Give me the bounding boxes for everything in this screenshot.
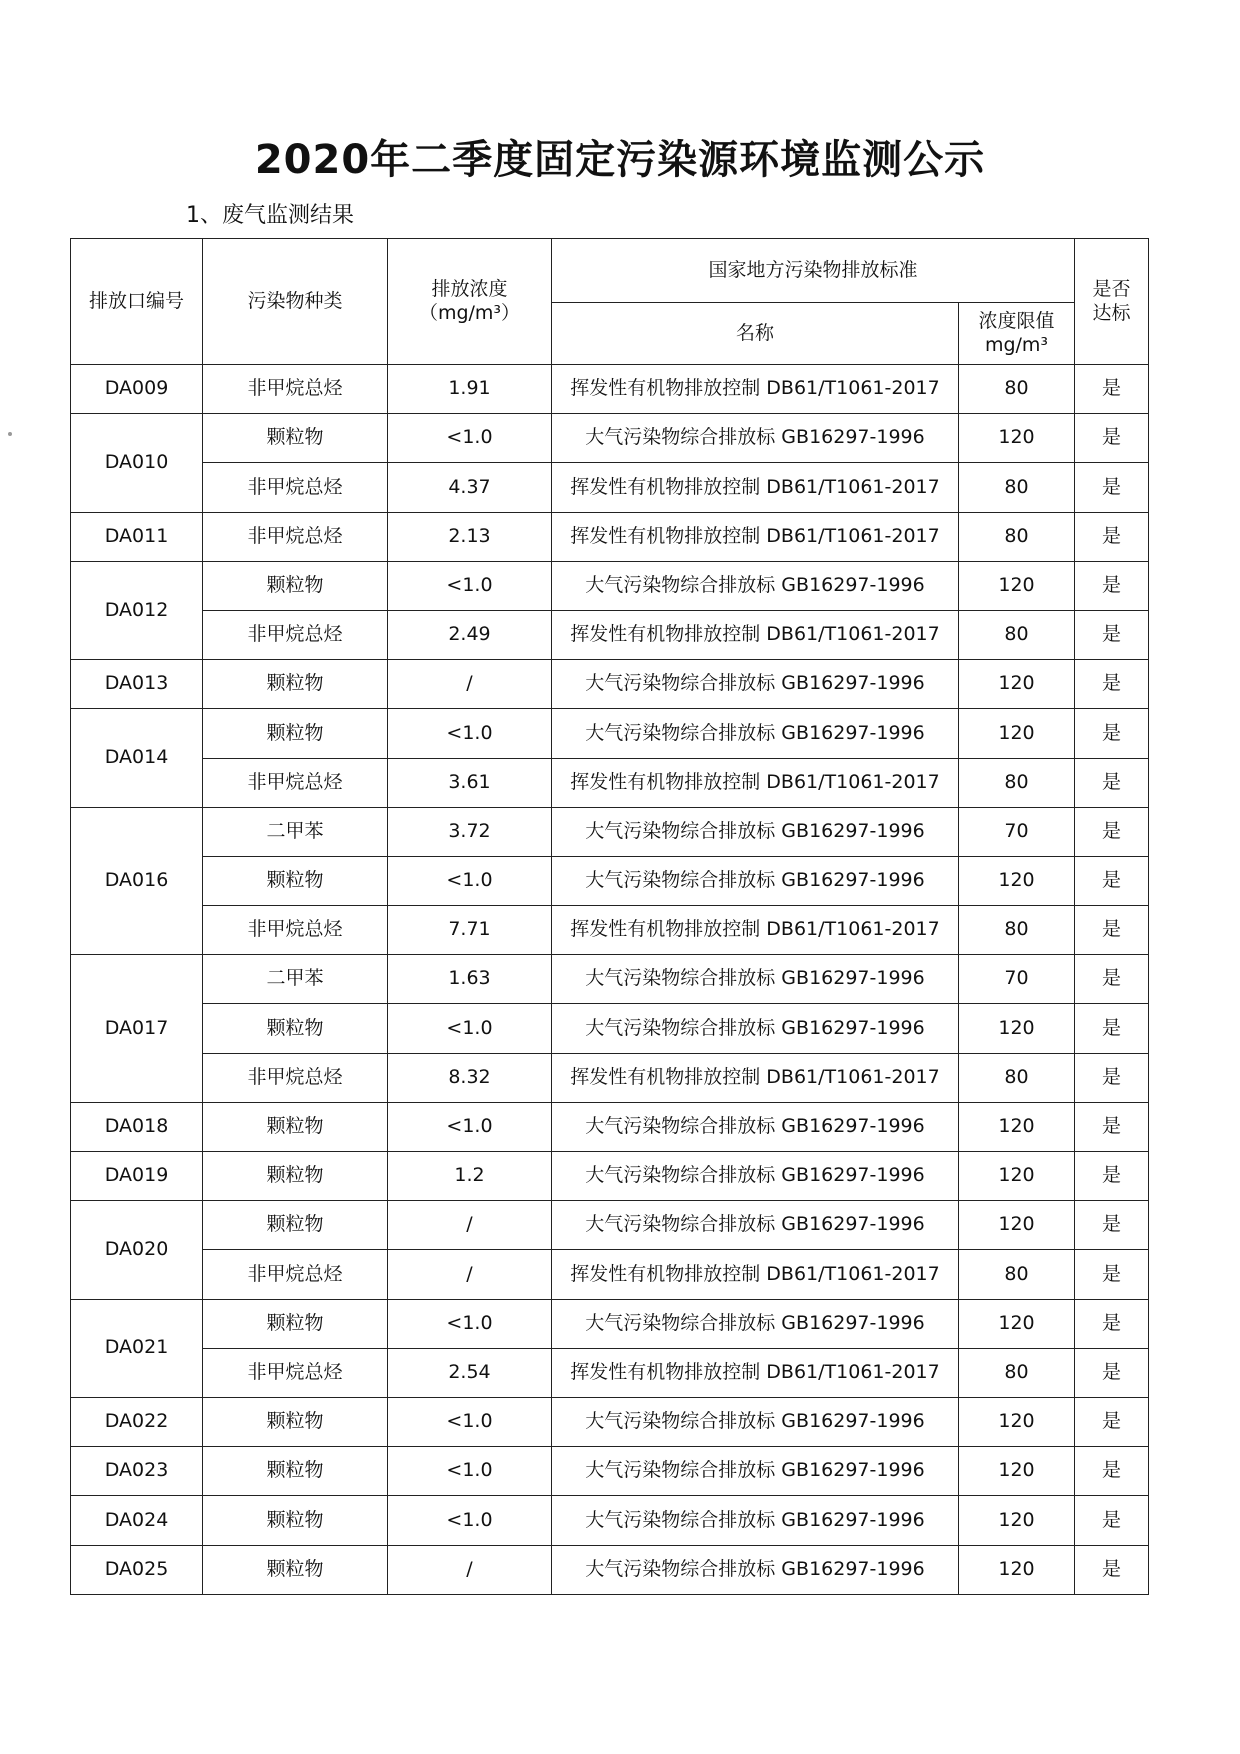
table-row [71,1102,1149,1151]
limit-cell: 120 [959,1152,1075,1201]
header-standard-group: 国家地方污染物排放标准 [552,239,1075,303]
concentration-cell: <1.0 [388,1004,552,1053]
standard-name-cell: 大气污染物综合排放标 GB16297-1996 [552,1397,959,1446]
table-row [71,463,1149,512]
limit-cell: 120 [959,1545,1075,1594]
concentration-cell: 2.13 [388,512,552,561]
emissions-table [70,238,1149,1595]
pollutant-cell: 非甲烷总烃 [203,610,388,659]
limit-cell: 120 [959,709,1075,758]
concentration-cell: 2.54 [388,1348,552,1397]
pollutant-cell: 非甲烷总烃 [203,1348,388,1397]
compliant-cell: 是 [1075,1348,1149,1397]
concentration-cell: 1.91 [388,365,552,414]
outlet-cell: DA020 [71,1201,203,1299]
standard-name-cell: 大气污染物综合排放标 GB16297-1996 [552,561,959,610]
table-row [71,1004,1149,1053]
standard-name-cell: 挥发性有机物排放控制 DB61/T1061-2017 [552,365,959,414]
scan-mark [8,432,12,436]
concentration-cell: / [388,1545,552,1594]
compliant-cell: 是 [1075,709,1149,758]
limit-cell: 120 [959,1496,1075,1545]
compliant-cell: 是 [1075,1004,1149,1053]
compliant-cell: 是 [1075,1102,1149,1151]
pollutant-cell: 颗粒物 [203,1397,388,1446]
header-pollutant: 污染物种类 [203,239,388,365]
pollutant-cell: 二甲苯 [203,807,388,856]
concentration-cell: 3.72 [388,807,552,856]
limit-cell: 80 [959,512,1075,561]
table-row [71,758,1149,807]
concentration-cell: <1.0 [388,709,552,758]
table-row [71,1397,1149,1446]
compliant-cell: 是 [1075,1201,1149,1250]
concentration-cell: <1.0 [388,1397,552,1446]
outlet-cell: DA025 [71,1545,203,1594]
limit-cell: 80 [959,1053,1075,1102]
compliant-cell: 是 [1075,1152,1149,1201]
pollutant-cell: 颗粒物 [203,1299,388,1348]
concentration-cell: 1.2 [388,1152,552,1201]
standard-name-cell: 大气污染物综合排放标 GB16297-1996 [552,955,959,1004]
table-row [71,610,1149,659]
concentration-cell: <1.0 [388,1447,552,1496]
table-row [71,1053,1149,1102]
header-outlet: 排放口编号 [71,239,203,365]
limit-cell: 80 [959,1250,1075,1299]
header-compliant-line1: 是否 [1092,277,1131,300]
limit-cell: 120 [959,561,1075,610]
concentration-cell: 2.49 [388,610,552,659]
standard-name-cell: 大气污染物综合排放标 GB16297-1996 [552,1102,959,1151]
table-row [71,512,1149,561]
table-row [71,1299,1149,1348]
pollutant-cell: 颗粒物 [203,709,388,758]
concentration-cell: 8.32 [388,1053,552,1102]
pollutant-cell: 颗粒物 [203,1447,388,1496]
table-row [71,1201,1149,1250]
table-row [71,906,1149,955]
outlet-cell: DA018 [71,1102,203,1151]
concentration-cell: <1.0 [388,856,552,905]
outlet-cell: DA023 [71,1447,203,1496]
header-limit-unit: mg/m³ [984,333,1049,356]
header-concentration-line1: 排放浓度 [431,277,508,300]
standard-name-cell: 挥发性有机物排放控制 DB61/T1061-2017 [552,610,959,659]
outlet-cell: DA024 [71,1496,203,1545]
outlet-cell: DA011 [71,512,203,561]
concentration-cell: 1.63 [388,955,552,1004]
standard-name-cell: 大气污染物综合排放标 GB16297-1996 [552,1545,959,1594]
limit-cell: 80 [959,463,1075,512]
table-row [71,955,1149,1004]
table-row [71,1152,1149,1201]
pollutant-cell: 颗粒物 [203,856,388,905]
concentration-cell: 3.61 [388,758,552,807]
limit-cell: 120 [959,1397,1075,1446]
concentration-cell: <1.0 [388,1299,552,1348]
table-row [71,709,1149,758]
limit-cell: 80 [959,758,1075,807]
compliant-cell: 是 [1075,1447,1149,1496]
limit-cell: 80 [959,906,1075,955]
header-compliant [1075,239,1149,365]
header-limit-line1: 浓度限值 [978,309,1055,332]
table-row [71,1447,1149,1496]
pollutant-cell: 颗粒物 [203,561,388,610]
compliant-cell: 是 [1075,365,1149,414]
standard-name-cell: 挥发性有机物排放控制 DB61/T1061-2017 [552,1348,959,1397]
concentration-cell: <1.0 [388,414,552,463]
outlet-cell: DA016 [71,807,203,955]
table-row [71,856,1149,905]
concentration-cell: 4.37 [388,463,552,512]
outlet-cell: DA012 [71,561,203,659]
table-row [71,807,1149,856]
limit-cell: 120 [959,660,1075,709]
pollutant-cell: 非甲烷总烃 [203,512,388,561]
outlet-cell: DA021 [71,1299,203,1397]
compliant-cell: 是 [1075,463,1149,512]
standard-name-cell: 大气污染物综合排放标 GB16297-1996 [552,1496,959,1545]
compliant-cell: 是 [1075,856,1149,905]
table-row [71,1348,1149,1397]
limit-cell: 120 [959,414,1075,463]
concentration-cell: / [388,660,552,709]
outlet-cell: DA019 [71,1152,203,1201]
pollutant-cell: 颗粒物 [203,1004,388,1053]
outlet-cell: DA017 [71,955,203,1103]
compliant-cell: 是 [1075,955,1149,1004]
table-row [71,414,1149,463]
standard-name-cell: 大气污染物综合排放标 GB16297-1996 [552,660,959,709]
limit-cell: 80 [959,1348,1075,1397]
compliant-cell: 是 [1075,414,1149,463]
limit-cell: 80 [959,610,1075,659]
standard-name-cell: 大气污染物综合排放标 GB16297-1996 [552,856,959,905]
outlet-cell: DA013 [71,660,203,709]
outlet-cell: DA010 [71,414,203,512]
standard-name-cell: 大气污染物综合排放标 GB16297-1996 [552,709,959,758]
limit-cell: 120 [959,1299,1075,1348]
limit-cell: 120 [959,1447,1075,1496]
compliant-cell: 是 [1075,758,1149,807]
compliant-cell: 是 [1075,1053,1149,1102]
concentration-cell: 7.71 [388,906,552,955]
compliant-cell: 是 [1075,1496,1149,1545]
standard-name-cell: 大气污染物综合排放标 GB16297-1996 [552,1447,959,1496]
pollutant-cell: 非甲烷总烃 [203,463,388,512]
compliant-cell: 是 [1075,906,1149,955]
standard-name-cell: 大气污染物综合排放标 GB16297-1996 [552,1004,959,1053]
standard-name-cell: 挥发性有机物排放控制 DB61/T1061-2017 [552,1053,959,1102]
standard-name-cell: 挥发性有机物排放控制 DB61/T1061-2017 [552,463,959,512]
pollutant-cell: 非甲烷总烃 [203,365,388,414]
standard-name-cell: 挥发性有机物排放控制 DB61/T1061-2017 [552,1250,959,1299]
pollutant-cell: 颗粒物 [203,660,388,709]
standard-name-cell: 大气污染物综合排放标 GB16297-1996 [552,414,959,463]
pollutant-cell: 颗粒物 [203,1201,388,1250]
compliant-cell: 是 [1075,1545,1149,1594]
table-row [71,561,1149,610]
standard-name-cell: 大气污染物综合排放标 GB16297-1996 [552,1299,959,1348]
header-compliant-line2: 达标 [1092,301,1131,324]
table-row [71,1496,1149,1545]
table-row [71,1250,1149,1299]
standard-name-cell: 大气污染物综合排放标 GB16297-1996 [552,807,959,856]
section-heading: 1、废气监测结果 [186,203,354,228]
concentration-cell: / [388,1201,552,1250]
standard-name-cell: 挥发性有机物排放控制 DB61/T1061-2017 [552,512,959,561]
compliant-cell: 是 [1075,1299,1149,1348]
table-body [71,365,1149,1595]
header-concentration-unit: （mg/m³） [418,301,521,324]
limit-cell: 70 [959,807,1075,856]
compliant-cell: 是 [1075,807,1149,856]
pollutant-cell: 颗粒物 [203,1152,388,1201]
pollutant-cell: 二甲苯 [203,955,388,1004]
header-limit [959,303,1075,365]
standard-name-cell: 大气污染物综合排放标 GB16297-1996 [552,1201,959,1250]
pollutant-cell: 颗粒物 [203,1545,388,1594]
outlet-cell: DA009 [71,365,203,414]
pollutant-cell: 颗粒物 [203,1102,388,1151]
compliant-cell: 是 [1075,561,1149,610]
limit-cell: 120 [959,1201,1075,1250]
pollutant-cell: 非甲烷总烃 [203,1250,388,1299]
limit-cell: 120 [959,856,1075,905]
compliant-cell: 是 [1075,1250,1149,1299]
outlet-cell: DA014 [71,709,203,807]
limit-cell: 120 [959,1004,1075,1053]
pollutant-cell: 颗粒物 [203,1496,388,1545]
outlet-cell: DA022 [71,1397,203,1446]
limit-cell: 70 [959,955,1075,1004]
compliant-cell: 是 [1075,660,1149,709]
compliant-cell: 是 [1075,1397,1149,1446]
pollutant-cell: 非甲烷总烃 [203,1053,388,1102]
pollutant-cell: 非甲烷总烃 [203,906,388,955]
pollutant-cell: 非甲烷总烃 [203,758,388,807]
table-row [71,365,1149,414]
limit-cell: 80 [959,365,1075,414]
standard-name-cell: 挥发性有机物排放控制 DB61/T1061-2017 [552,906,959,955]
table-row [71,1545,1149,1594]
header-standard-name: 名称 [552,303,959,365]
header-concentration [388,239,552,365]
compliant-cell: 是 [1075,610,1149,659]
standard-name-cell: 挥发性有机物排放控制 DB61/T1061-2017 [552,758,959,807]
concentration-cell: <1.0 [388,561,552,610]
table-header [71,239,1149,365]
standard-name-cell: 大气污染物综合排放标 GB16297-1996 [552,1152,959,1201]
pollutant-cell: 颗粒物 [203,414,388,463]
concentration-cell: <1.0 [388,1102,552,1151]
concentration-cell: / [388,1250,552,1299]
table-row [71,660,1149,709]
page-title: 2020年二季度固定污染源环境监测公示 [254,137,986,183]
limit-cell: 120 [959,1102,1075,1151]
concentration-cell: <1.0 [388,1496,552,1545]
compliant-cell: 是 [1075,512,1149,561]
